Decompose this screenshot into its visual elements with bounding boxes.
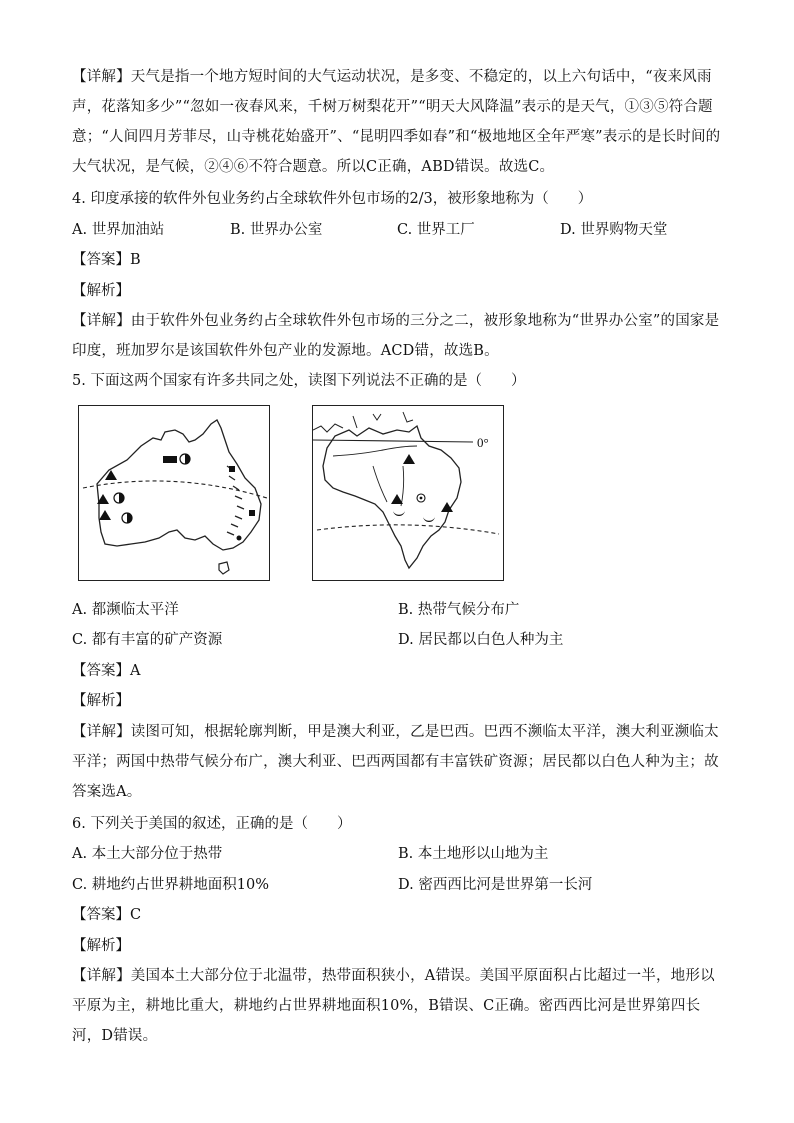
q5-option-c: C. 都有丰富的矿产资源 — [72, 632, 223, 648]
australia-map — [78, 405, 270, 581]
q5-options-row-1 — [72, 595, 724, 626]
equator-line — [313, 440, 473, 442]
q4-answer: 【答案】B — [72, 252, 141, 268]
tropic-line — [317, 524, 499, 533]
q5-option-d: D. 居民都以白色人种为主 — [398, 632, 564, 648]
q4-option-b: B. 世界办公室 — [230, 221, 323, 238]
neighbor-border — [313, 412, 413, 432]
q5-options-row-2 — [72, 625, 724, 656]
tropic-line — [83, 480, 267, 497]
q5-stem: 5. 下面这两个国家有许多共同之处，读图下列说法不正确的是（ ） — [72, 373, 526, 389]
q4-stem: 4. 印度承接的软件外包业务约占全球软件外包市场的2/3，被形象地称为（ ） — [72, 191, 593, 207]
australia-outline — [97, 420, 261, 550]
city-symbol — [237, 535, 242, 540]
q6-options-row-2 — [72, 870, 724, 901]
moon-symbol — [393, 510, 405, 516]
q6-stem: 6. 下列关于美国的叙述，正确的是（ ） — [72, 815, 352, 832]
q4-options — [72, 215, 724, 246]
q5-detail: 【详解】读图可知，根据轮廓判断，甲是澳大利亚，乙是巴西。巴西不濒临太平洋，澳大利亚濒临太平洋；两国中热带气候分布广，澳大利亚、巴西两国都有丰富铁矿资源；居民都以白色人种为主；故答案选A。 — [72, 723, 719, 800]
q6-option-a: A. 本土大部分位于热带 — [72, 846, 223, 862]
q6-analysis-label: 【解析】 — [72, 937, 130, 954]
q6-option-d: D. 密西西比河是世界第一长河 — [398, 876, 593, 893]
q5-maps — [72, 405, 724, 591]
q4-detail: 【详解】由于软件外包业务约占全球软件外包市场的三分之二，被形象地称为“世界办公室”的国家是印度，班加罗尔是该国软件外包产业的发源地。ACD错，故选B。 — [72, 313, 720, 359]
australia-map-drawing — [79, 406, 269, 580]
brazil-map — [312, 405, 504, 581]
q6-options-row-1 — [72, 839, 724, 870]
brazil-outline — [323, 426, 461, 568]
triangle-symbol — [105, 470, 117, 480]
q6-option-c: C. 耕地约占世界耕地面积10% — [72, 876, 270, 893]
triangle-symbol — [391, 494, 403, 504]
coal-symbol — [229, 466, 235, 472]
q6-answer: 【答案】C — [72, 907, 142, 923]
brazil-map-drawing — [313, 406, 503, 580]
q6-option-b: B. 本土地形以山地为主 — [398, 846, 549, 862]
coal-symbol — [163, 456, 177, 463]
moon-symbol — [423, 516, 435, 522]
coal-symbol — [249, 510, 255, 516]
q5-option-a: A. 都濒临太平洋 — [72, 601, 179, 618]
triangle-symbol — [403, 454, 415, 464]
q5-answer: 【答案】A — [72, 662, 141, 679]
q6-detail: 【详解】美国本土大部分位于北温带，热带面积狭小，A错误。美国平原面积占比超过一半，地形以平原为主，耕地比重大，耕地约占世界耕地面积10%，B错误、C正确。密西西比河是世界第四长河，D错误。 — [72, 968, 715, 1044]
q4-option-a: A. 世界加油站 — [72, 221, 165, 238]
equator-label: 0° — [477, 434, 489, 450]
q4-option-c: C. 世界工厂 — [397, 221, 475, 238]
q5-analysis-label: 【解析】 — [72, 693, 130, 709]
mountain-hatch — [227, 466, 244, 535]
triangle-symbol — [99, 510, 111, 520]
q4-analysis-label: 【解析】 — [72, 282, 130, 299]
q4-option-d: D. 世界购物天堂 — [560, 221, 668, 238]
document-page — [72, 62, 724, 1051]
q3-detail: 【详解】天气是指一个地方短时间的大气运动状况，是多变、不稳定的，以上六句话中，“夜来风雨声，花落知多少”“忽如一夜春风来，千树万树梨花开”“明天大风降温”表示的是天气，①③⑤符合题意；“人间四月芳菲尽，山寺桃花始盛开”、“昆明四季如春”和“极地地区全年严寒”表示的是长时间的大气状况，是气候，②④⑥不符合题意。所以C正确，ABD错误。故选C。 — [72, 69, 721, 175]
tasmania-outline — [219, 562, 229, 574]
q5-option-b: B. 热带气候分布广 — [398, 601, 520, 618]
river — [333, 446, 417, 506]
